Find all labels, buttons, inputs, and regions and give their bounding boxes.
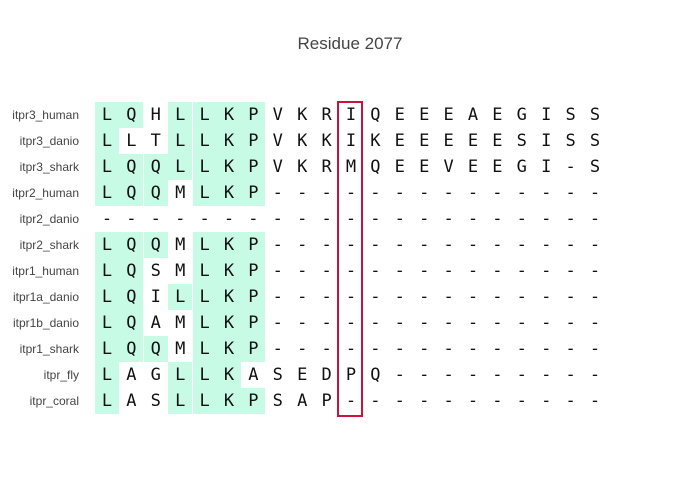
residue-cell: M xyxy=(175,183,186,203)
residue-cell: - xyxy=(541,209,552,229)
residue-cell: V xyxy=(443,157,454,177)
residue-cell: - xyxy=(297,339,308,359)
sequence-label: itpr2_danio xyxy=(19,212,79,226)
residue-cell: L xyxy=(193,388,217,414)
residue-cell: - xyxy=(443,287,454,307)
residue-cell: P xyxy=(241,336,265,362)
residue-cell: S xyxy=(516,131,527,151)
residue-cell: - xyxy=(589,287,601,307)
residue-cell: M xyxy=(345,157,357,177)
residue-cell: - xyxy=(492,235,503,255)
residue-cell: Q xyxy=(144,336,168,362)
residue-cell: - xyxy=(516,339,527,359)
residue-cell: P xyxy=(241,102,265,128)
residue-cell: - xyxy=(272,235,283,255)
residue-cell: - xyxy=(516,235,527,255)
residue-cell: - xyxy=(492,183,503,203)
residue-cell: M xyxy=(175,339,186,359)
residue-cell: K xyxy=(217,258,241,284)
residue-cell: A xyxy=(467,105,479,125)
residue-cell: - xyxy=(370,313,381,333)
residue-cell: E xyxy=(394,131,405,151)
residue-cell: E xyxy=(419,105,430,125)
residue-cell: E xyxy=(394,105,405,125)
residue-cell: - xyxy=(419,391,430,411)
residue-cell: - xyxy=(297,183,308,203)
residue-cell: T xyxy=(150,131,161,151)
residue-cell: - xyxy=(516,261,527,281)
residue-cell: - xyxy=(467,339,479,359)
residue-cell: Q xyxy=(144,154,168,180)
residue-cell: E xyxy=(467,157,479,177)
residue-cell: A xyxy=(297,391,308,411)
residue-cell: S xyxy=(589,131,601,151)
residue-cell: - xyxy=(565,209,576,229)
residue-cell: K xyxy=(217,180,241,206)
residue-cell: S xyxy=(589,105,601,125)
residue-cell: - xyxy=(443,209,454,229)
residue-cell: S xyxy=(150,261,161,281)
residue-cell: - xyxy=(345,261,357,281)
residue-cell: Q xyxy=(119,336,143,362)
residue-cell: V xyxy=(272,157,283,177)
residue-cell: E xyxy=(467,131,479,151)
residue-cell: - xyxy=(467,365,479,385)
residue-cell: - xyxy=(370,287,381,307)
residue-cell: - xyxy=(589,209,601,229)
residue-cell: - xyxy=(419,313,430,333)
residue-cell: - xyxy=(297,261,308,281)
residue-cell: - xyxy=(297,235,308,255)
residue-cell: - xyxy=(492,313,503,333)
residue-cell: K xyxy=(217,284,241,310)
residue-cell: P xyxy=(241,258,265,284)
residue-cell: - xyxy=(370,183,381,203)
residue-cell: - xyxy=(589,391,601,411)
residue-cell: - xyxy=(443,313,454,333)
residue-cell: - xyxy=(467,183,479,203)
residue-cell: - xyxy=(467,261,479,281)
residue-cell: - xyxy=(394,183,405,203)
sequence-label: itpr1b_danio xyxy=(12,316,79,330)
sequence-label: itpr2_human xyxy=(12,186,79,200)
residue-cell: - xyxy=(443,261,454,281)
residue-cell: - xyxy=(467,391,479,411)
residue-cell: K xyxy=(297,131,308,151)
sequence-label: itpr1_human xyxy=(12,264,79,278)
residue-cell: R xyxy=(321,105,332,125)
sequence-label: itpr_fly xyxy=(43,368,79,382)
residue-cell: - xyxy=(272,183,283,203)
residue-cell: I xyxy=(541,105,552,125)
residue-cell: - xyxy=(467,287,479,307)
residue-cell: L xyxy=(168,284,192,310)
residue-cell: L xyxy=(126,131,137,151)
residue-cell: K xyxy=(217,388,241,414)
residue-cell: - xyxy=(492,209,503,229)
residue-cell: I xyxy=(541,131,552,151)
residue-cell: - xyxy=(394,235,405,255)
chart-title: Residue 2077 xyxy=(297,34,403,53)
residue-cell: - xyxy=(321,261,332,281)
residue-cell: K xyxy=(321,131,332,151)
residue-cell: K xyxy=(217,128,241,154)
residue-cell: - xyxy=(297,287,308,307)
residue-cell: - xyxy=(565,235,576,255)
residue-cell: Q xyxy=(119,284,143,310)
residue-cell: K xyxy=(217,336,241,362)
residue-cell: P xyxy=(241,310,265,336)
residue-cell: - xyxy=(589,339,601,359)
residue-cell: I xyxy=(345,131,357,151)
residue-cell: K xyxy=(217,362,241,388)
residue-cell: Q xyxy=(119,180,143,206)
residue-cell: D xyxy=(321,365,332,385)
residue-cell: - xyxy=(541,183,552,203)
residue-cell: L xyxy=(168,128,192,154)
residue-cell: - xyxy=(394,287,405,307)
residue-cell: L xyxy=(193,232,217,258)
residue-cell: - xyxy=(272,209,283,229)
residue-cell: - xyxy=(394,261,405,281)
residue-cell: - xyxy=(565,287,576,307)
residue-cell: L xyxy=(95,388,119,414)
residue-cell: - xyxy=(516,365,527,385)
residue-cell: Q xyxy=(370,105,381,125)
residue-cell: - xyxy=(394,209,405,229)
residue-cell: L xyxy=(95,284,119,310)
residue-cell: I xyxy=(150,287,161,307)
residue-cell: E xyxy=(419,131,430,151)
residue-cell: - xyxy=(394,391,405,411)
residue-cell: - xyxy=(419,339,430,359)
residue-cell: L xyxy=(193,284,217,310)
residue-cell: V xyxy=(272,131,283,151)
residue-cell: - xyxy=(126,209,137,229)
sequence-label: itpr3_human xyxy=(12,108,79,122)
sequence-label: itpr3_shark xyxy=(19,160,79,174)
residue-cell: R xyxy=(321,157,332,177)
residue-cell: L xyxy=(193,102,217,128)
residue-cell: - xyxy=(516,313,527,333)
residue-cell: K xyxy=(370,131,381,151)
residue-cell: - xyxy=(565,157,576,177)
residue-cell: L xyxy=(193,154,217,180)
residue-cell: - xyxy=(345,339,357,359)
residue-cell: - xyxy=(565,261,576,281)
residue-cell: - xyxy=(272,339,283,359)
residue-cell: L xyxy=(168,154,192,180)
residue-cell: - xyxy=(345,183,357,203)
residue-cell: Q xyxy=(119,258,143,284)
residue-cell: - xyxy=(394,339,405,359)
residue-cell: - xyxy=(272,313,283,333)
residue-cell: E xyxy=(419,157,430,177)
residue-cell: - xyxy=(370,209,381,229)
residue-cell: - xyxy=(345,313,357,333)
residue-cell: - xyxy=(419,287,430,307)
residue-cell: L xyxy=(193,128,217,154)
residue-cell: A xyxy=(126,391,137,411)
residue-cell: - xyxy=(565,365,576,385)
residue-cell: L xyxy=(193,362,217,388)
residue-cell: E xyxy=(492,105,503,125)
residue-cell: - xyxy=(321,183,332,203)
residue-cell: G xyxy=(516,157,527,177)
residue-cell: S xyxy=(272,391,283,411)
residue-cell: - xyxy=(345,391,357,411)
residue-cell: - xyxy=(370,339,381,359)
residue-cell: Q xyxy=(119,232,143,258)
residue-cell: Q xyxy=(144,232,168,258)
residue-cell: E xyxy=(492,157,503,177)
residue-cell: P xyxy=(241,180,265,206)
residue-cell: K xyxy=(217,232,241,258)
residue-cell: - xyxy=(443,339,454,359)
residue-cell: - xyxy=(419,365,430,385)
residue-cell: - xyxy=(565,339,576,359)
residue-cell: - xyxy=(321,339,332,359)
residue-cell: L xyxy=(95,154,119,180)
residue-cell: - xyxy=(589,183,601,203)
residue-highlight-box xyxy=(337,101,363,417)
residue-cell: - xyxy=(541,365,552,385)
residue-cell: I xyxy=(345,105,357,125)
residue-cell: M xyxy=(175,261,186,281)
residue-cell: L xyxy=(168,362,192,388)
residue-cell: V xyxy=(272,105,283,125)
residue-cell: P xyxy=(345,365,357,385)
residue-cell: - xyxy=(589,261,601,281)
residue-cell: L xyxy=(95,232,119,258)
residue-cell: L xyxy=(95,102,119,128)
residue-cell: - xyxy=(492,391,503,411)
residue-cell: - xyxy=(150,209,161,229)
residue-cell: Q xyxy=(370,157,381,177)
residue-cell: - xyxy=(541,287,552,307)
residue-cell: G xyxy=(516,105,527,125)
residue-cell: - xyxy=(321,287,332,307)
residue-cell: P xyxy=(241,388,265,414)
residue-cell: P xyxy=(241,128,265,154)
residue-cell: L xyxy=(95,258,119,284)
residue-cell: A xyxy=(150,313,161,333)
residue-cell: G xyxy=(150,365,161,385)
residue-cell: - xyxy=(467,313,479,333)
residue-cell: - xyxy=(565,313,576,333)
residue-cell: A xyxy=(248,365,259,385)
residue-cell: S xyxy=(150,391,161,411)
residue-cell: L xyxy=(193,180,217,206)
residue-cell: - xyxy=(516,183,527,203)
residue-cell: K xyxy=(217,310,241,336)
residue-cell: - xyxy=(541,261,552,281)
residue-cell: - xyxy=(443,183,454,203)
residue-cell: - xyxy=(443,391,454,411)
sequence-label: itpr1_shark xyxy=(19,342,79,356)
residue-cell: L xyxy=(95,336,119,362)
residue-cell: - xyxy=(272,261,283,281)
residue-cell: - xyxy=(565,183,576,203)
residue-cell: - xyxy=(175,209,186,229)
residue-cell: Q xyxy=(119,154,143,180)
residue-cell: - xyxy=(394,365,405,385)
residue-cell: Q xyxy=(119,102,143,128)
residue-cell: - xyxy=(248,209,259,229)
residue-cell: Q xyxy=(144,180,168,206)
residue-cell: L xyxy=(95,180,119,206)
residue-cell: - xyxy=(443,235,454,255)
residue-cell: K xyxy=(297,157,308,177)
residue-cell: K xyxy=(217,154,241,180)
residue-cell: - xyxy=(516,391,527,411)
residue-cell: - xyxy=(443,365,454,385)
residue-cell: - xyxy=(345,287,357,307)
residue-cell: - xyxy=(199,209,210,229)
residue-cell: - xyxy=(370,391,381,411)
residue-cell: - xyxy=(565,391,576,411)
residue-cell: - xyxy=(321,209,332,229)
residue-cell: L xyxy=(193,258,217,284)
residue-cell: - xyxy=(394,313,405,333)
residue-cell: - xyxy=(419,261,430,281)
residue-cell: - xyxy=(541,391,552,411)
residue-cell: - xyxy=(297,209,308,229)
residue-cell: P xyxy=(321,391,332,411)
residue-cell: L xyxy=(168,102,192,128)
residue-cell: - xyxy=(492,287,503,307)
residue-cell: S xyxy=(272,365,283,385)
residue-cell: S xyxy=(565,105,576,125)
residue-cell: L xyxy=(95,362,119,388)
residue-cell: Q xyxy=(119,310,143,336)
residue-cell: - xyxy=(589,313,601,333)
residue-cell: Q xyxy=(370,365,381,385)
residue-cell: - xyxy=(541,313,552,333)
residue-cell: H xyxy=(150,105,161,125)
residue-cell: K xyxy=(297,105,308,125)
residue-cell: S xyxy=(589,157,601,177)
residue-cell: L xyxy=(95,310,119,336)
residue-cell: E xyxy=(492,131,503,151)
sequence-label: itpr_coral xyxy=(29,394,79,408)
residue-cell: E xyxy=(297,365,308,385)
residue-cell: L xyxy=(168,388,192,414)
residue-cell: L xyxy=(193,336,217,362)
residue-cell: - xyxy=(370,235,381,255)
residue-cell: - xyxy=(321,235,332,255)
residue-cell: - xyxy=(541,235,552,255)
sequence-label: itpr2_shark xyxy=(19,238,79,252)
residue-cell: - xyxy=(223,209,235,229)
residue-cell: - xyxy=(101,209,113,229)
residue-cell: L xyxy=(193,310,217,336)
residue-cell: M xyxy=(175,313,186,333)
residue-cell: E xyxy=(443,105,454,125)
residue-cell: - xyxy=(516,209,527,229)
residue-cell: - xyxy=(516,287,527,307)
sequence-label: itpr3_danio xyxy=(19,134,79,148)
residue-cell: - xyxy=(492,339,503,359)
residue-cell: P xyxy=(241,284,265,310)
residue-cell: P xyxy=(241,154,265,180)
residue-cell: - xyxy=(492,261,503,281)
residue-cell: L xyxy=(95,128,119,154)
residue-cell: I xyxy=(541,157,552,177)
residue-cell: P xyxy=(241,232,265,258)
sequence-label: itpr1a_danio xyxy=(12,290,79,304)
residue-cell: - xyxy=(419,183,430,203)
residue-cell: S xyxy=(565,131,576,151)
residue-cell: - xyxy=(419,235,430,255)
residue-cell: - xyxy=(467,209,479,229)
residue-cell: E xyxy=(443,131,454,151)
residue-cell: - xyxy=(419,209,430,229)
residue-cell: - xyxy=(589,365,601,385)
residue-cell: - xyxy=(272,287,283,307)
residue-cell: - xyxy=(297,313,308,333)
residue-cell: K xyxy=(217,102,241,128)
residue-cell: - xyxy=(345,235,357,255)
residue-cell: - xyxy=(345,209,357,229)
residue-cell: - xyxy=(467,235,479,255)
residue-cell: M xyxy=(175,235,186,255)
residue-cell: - xyxy=(541,339,552,359)
residue-cell: - xyxy=(492,365,503,385)
residue-cell: - xyxy=(321,313,332,333)
residue-cell: A xyxy=(126,365,137,385)
residue-cell: - xyxy=(370,261,381,281)
residue-cell: - xyxy=(589,235,601,255)
residue-cell: E xyxy=(394,157,405,177)
